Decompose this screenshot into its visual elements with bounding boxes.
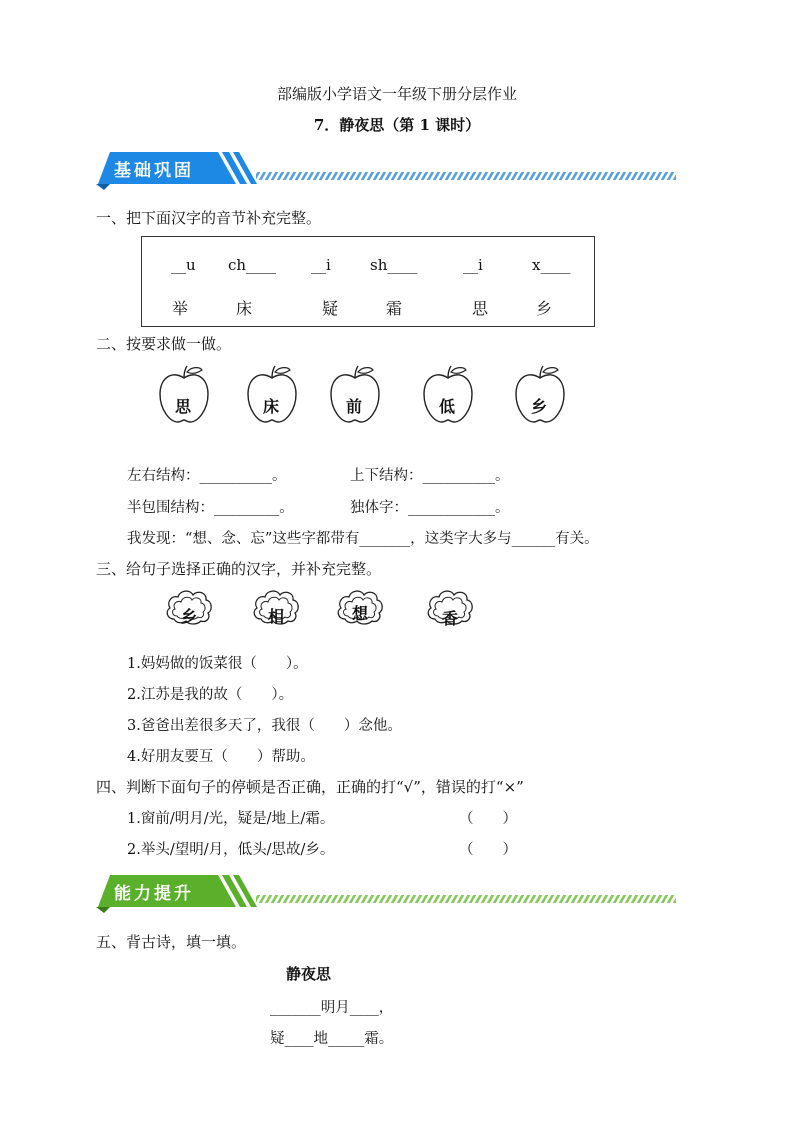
hanzi-item: 乡 xyxy=(536,299,553,318)
cloud-card xyxy=(425,585,475,627)
hanzi-item: 床 xyxy=(236,299,253,318)
pinyin-item: __u xyxy=(171,256,196,274)
sentence-item: 2.江苏是我的故（ ）。 xyxy=(127,687,294,703)
cloud-char: 香 xyxy=(442,609,459,628)
pinyin-item: sh____ xyxy=(370,256,418,274)
hanzi-item: 霜 xyxy=(386,299,403,318)
cloud-card xyxy=(164,585,214,627)
question-4-title: 四、判断下面句子的停顿是否正确，正确的打“√”，错误的打“×” xyxy=(96,778,524,796)
section-banner-basic xyxy=(96,150,676,188)
sentence-item: 3.爸爸出差很多天了，我很（ ）念他。 xyxy=(127,718,402,734)
question-5-title: 五、背古诗，填一填。 xyxy=(96,933,247,951)
cloud-char: 乡 xyxy=(181,607,198,626)
section-banner-advanced xyxy=(96,873,676,911)
section-label: 基础巩固 xyxy=(114,161,194,181)
page-subtitle: 7．静夜思（第 1 课时） xyxy=(313,116,481,134)
apple-card xyxy=(422,364,474,426)
discovery-line: 我发现：“想、念、忘”这些字都带有_______，这类字大多与______有关。 xyxy=(127,531,599,547)
pinyin-box xyxy=(141,236,595,327)
pinyin-item: __i xyxy=(311,256,331,274)
hanzi-item: 疑 xyxy=(322,299,339,318)
hanzi-item: 思 xyxy=(472,299,489,318)
hanzi-item: 举 xyxy=(172,299,189,318)
page-title: 部编版小学语文一年级下册分层作业 xyxy=(276,85,517,103)
apple-card xyxy=(514,364,566,426)
apple-card xyxy=(158,364,210,426)
question-3-title: 三、给句子选择正确的汉字，并补充完整。 xyxy=(96,560,382,578)
judge-paren: （ ） xyxy=(459,811,517,827)
poem-title: 静夜思 xyxy=(286,965,332,983)
judge-item: 2.举头/望明/月，低头/思故/乡。 xyxy=(127,842,335,858)
sentence-item: 1.妈妈做的饭菜很（ ）。 xyxy=(127,656,308,672)
section-label: 能力提升 xyxy=(114,884,194,904)
apple-char: 低 xyxy=(439,397,456,416)
cloud-char: 相 xyxy=(268,607,285,626)
apple-char: 前 xyxy=(346,397,363,416)
judge-paren: （ ） xyxy=(459,842,517,858)
pinyin-item: __i xyxy=(463,256,483,274)
apple-char: 床 xyxy=(263,397,280,416)
pinyin-item: x____ xyxy=(532,256,571,274)
structure-left-right: 左右结构：__________。 xyxy=(127,468,287,484)
apple-char: 思 xyxy=(175,397,192,416)
poem-line: _______明月____， xyxy=(270,1000,394,1016)
poem-line: 疑____地_____霜。 xyxy=(270,1031,394,1047)
sentence-item: 4.好朋友要互（ ）帮助。 xyxy=(127,749,315,765)
cloud-card xyxy=(335,585,385,627)
pinyin-item: ch____ xyxy=(228,256,277,274)
structure-single: 独体字：____________。 xyxy=(350,500,510,516)
question-1-title: 一、把下面汉字的音节补充完整。 xyxy=(96,209,322,227)
structure-half-surround: 半包围结构：_________。 xyxy=(127,500,294,516)
apple-card xyxy=(246,364,298,426)
apple-card xyxy=(329,364,381,426)
cloud-char: 想 xyxy=(352,604,369,623)
question-2-title: 二、按要求做一做。 xyxy=(96,335,232,353)
apple-char: 乡 xyxy=(531,397,548,416)
structure-top-bottom: 上下结构：__________。 xyxy=(350,468,510,484)
judge-item: 1.窗前/明月/光，疑是/地上/霜。 xyxy=(127,811,335,827)
cloud-card xyxy=(251,585,301,627)
